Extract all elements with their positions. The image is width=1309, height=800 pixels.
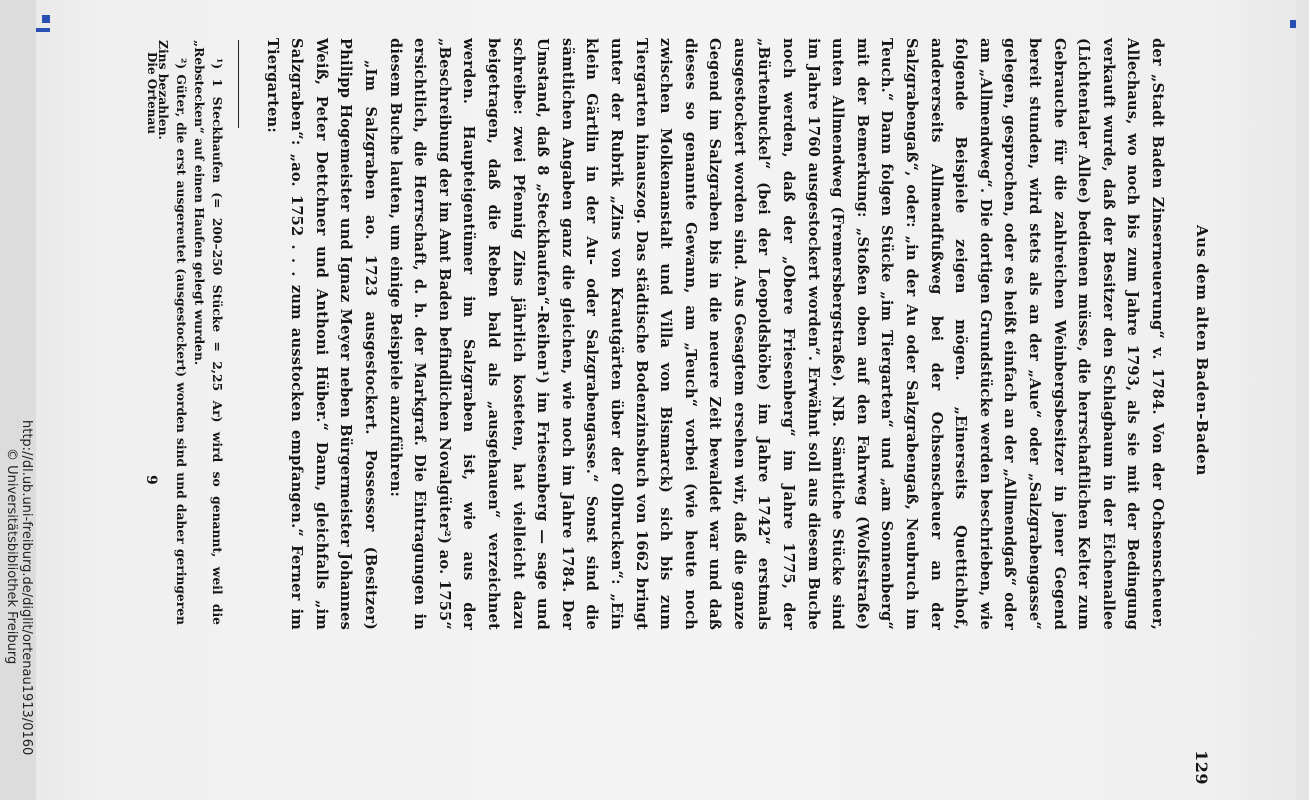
footnote-divider (238, 40, 239, 128)
footnotes (154, 40, 226, 625)
footnote-2: ²) Güter, die erst ausgereutet (ausgestockert) worden sind und daher geringeren Zins bezahlen. (156, 40, 189, 625)
page-footer (137, 40, 159, 625)
sheet-number: 9 (143, 475, 159, 485)
page-number: 129 (1192, 750, 1211, 785)
url-text[interactable]: http://dl.ub.uni-freiburg.de/diglit/ortenau1913/0160 (19, 420, 34, 756)
body-text (259, 38, 1169, 630)
copyright-text: © Universitätsbibliothek Freiburg (4, 448, 19, 665)
footnote-1: ¹) 1 Steckhaufen (= 200–250 Stücke = 2,25 Ar) wird so genannt, weil die „Rebstecken“ auf einen Haufen gelegt wurden. (192, 40, 225, 625)
paragraph-2: „Im Salzgraben ao. 1723 ausgestockert. Possessor (Besitzer) Philipp Hogemeister und Ignaz Meyer neben Bürgermeister Johannes Weiß, Peter Dettchner und Anthoni Hüber.“ Dann, gleichfalls „im Salzgraben“: „ao. 1752 . . . zum ausstocken empfangen.“ Ferner im Tiergarten: (263, 38, 379, 630)
paragraph-1: der „Stadt Baden Zinserneuerung“ v. 1784. Von der Ochsenscheuer, Allechaus, wo noch bis zum Jahre 1793, als sie mit der Bedingung verkauft wurde, daß der Besitzer den Schlagbaum in der Eichenallee (Lichtentaler Allee) bedienen müsse, die herrschaftlichen Kelter zum Gebrauche für die zahlreichen Weinbergsbesitzer in jener Gegend bereit stunden, wird stets als an der „Aue“ oder „Salzgrabengasse“ gelegen, gesprochen, oder es heißt einfach an der „Allmendgaß“ oder am „Allmendweg“. Die dortigen Grundstücke werden beschrieben, wie folgende Beispiele zeigen mögen. „Einerseits Quettichhof, andererseits Allmendfußweg bei der Ochsenscheuer an der Salzgrabengaß“, oder: „in der Au oder Salzgrabengaß, Neubruch im Teuch.“ Dann folgen Stücke „im Tiergarten“ und „am Sonnenberg“ mit der Bemerkung: „Stoßen oben auf den Fahrweg (Wolfsstraße) unten Allmendweg (Fremersbergstraße). NB. Sämtliche Stücke sind im Jahre 1760 ausgestockert worden“. Erwähnt soll aus diesem Buche noch werden, daß der „Obere Friesenberg“ im Jahre 1775, der „Bürtenbuckel“ (bei der Leopoldshöhe) im Jahre 1742“ erstmals ausgestockert worden sind. Aus Gesagtem ersehen wir, daß die ganze Gegend im Salzgraben bis in die neuere Zeit bewaldet war und daß dieses so genannte Gewann, am „Teuch“ vorbei (wie heute noch zwischen Molkenanstalt und Villa von Bismarck) sich bis zum Tiergarten hinauszog. Das städtische Bodenzinsbuch von 1662 bringt unter der Rubrik „Zins von Krautgärten über der Olbrucken“: „Ein klein Gärtlin in der Au- oder Salzgrabengasse.“ Sonst sind die sämtlichen Angaben ganz die gleichen, wie noch im Jahre 1784. Der Umstand, daß 8 „Steckhaufen“-Reihen¹) im Friesenberg — sage und schreibe: zwei Pfennig Zins jährlich kosteten, hat vielleicht dazu beigetragen, daß die Reben bald als „ausgehauen“ verzeichnet werden. Haupteigentümer im Salzgraben ist, wie aus der „Beschreibung der im Amt Baden befindlichen Novalgüter²) ao. 1755“ ersichtlich, die Herrschaft, d. h. der Markgraf. Die Eintragungen in diesem Buche lauten, um einige Beispiele anzuführen: (386, 38, 1166, 630)
running-head-title: Aus dem alten Baden-Baden (1193, 225, 1211, 476)
signature-mark: Die Ortenau (145, 52, 159, 134)
digitization-url[interactable] (4, 0, 34, 800)
right-margin-strip (1296, 0, 1309, 800)
